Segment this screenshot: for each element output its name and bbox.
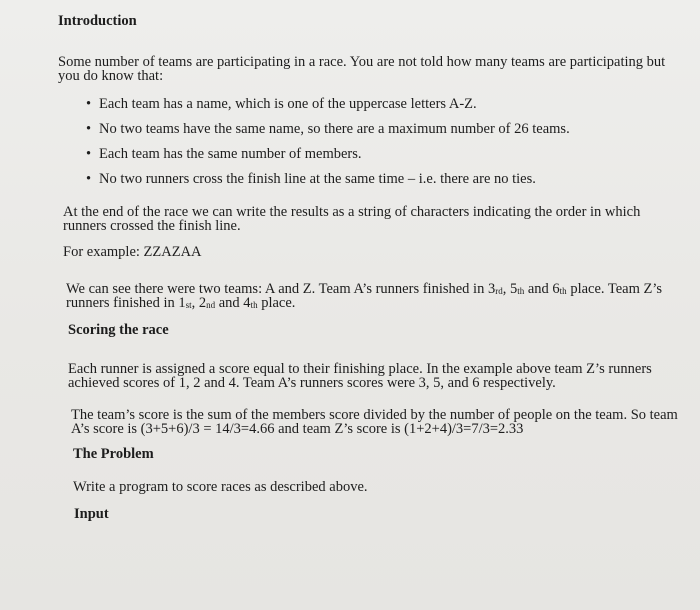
page-heading: Introduction	[58, 13, 137, 29]
list-item: • Each team has the same number of members.	[86, 146, 362, 162]
conditions-list	[86, 96, 570, 196]
example-line: For example: ZZAZAA	[63, 244, 202, 260]
problem-heading: The Problem	[73, 446, 154, 462]
bullet-icon: •	[86, 171, 92, 187]
list-item: • No two runners cross the finish line at the same time – i.e. there are no ties.	[86, 171, 536, 187]
list-item: • No two teams have the same name, so there are a maximum number of 26 teams.	[86, 121, 570, 137]
team-score-line-1: The team’s score is the sum of the members score divided by the number of people on the team. So team	[71, 407, 678, 423]
scoring-line-1: Each runner is assigned a score equal to their finishing place. In the example above team Z’s runners	[68, 361, 652, 377]
teams-line-1: We can see there were two teams: A and Z. Team A’s runners finished in $3_{rd}$, $5_{th}$ and $6_{th}$ place. Team Z’s	[66, 281, 663, 297]
bullet-icon: •	[86, 96, 92, 112]
intro-line-1: Some number of teams are participating in a race. You are not told how many teams are participating but	[58, 54, 666, 70]
list-item: • Each team has a name, which is one of the uppercase letters A-Z.	[86, 96, 477, 112]
teams-line-2: runners finished in $1_{st}$, $2_{nd}$ and $4_{th}$ place.	[66, 295, 296, 311]
team-score-line-2: A’s score is (3+5+6)/3 = 14/3=4.66 and team Z’s score is (1+2+4)/3=7/3=2.33	[71, 421, 524, 437]
scoring-heading: Scoring the race	[68, 322, 169, 338]
bullet-icon: •	[86, 121, 92, 137]
problem-text: Write a program to score races as described above.	[73, 479, 368, 495]
input-heading: Input	[74, 506, 109, 522]
end-of-race-line-1: At the end of the race we can write the results as a string of characters indicating the order in which	[63, 204, 641, 220]
intro-line-2: you do know that:	[58, 68, 164, 84]
end-of-race-line-2: runners crossed the finish line.	[63, 218, 241, 234]
scoring-line-2: achieved scores of 1, 2 and 4. Team A’s runners scores were 3, 5, and 6 respectively.	[68, 375, 556, 391]
bullet-icon: •	[86, 146, 92, 162]
